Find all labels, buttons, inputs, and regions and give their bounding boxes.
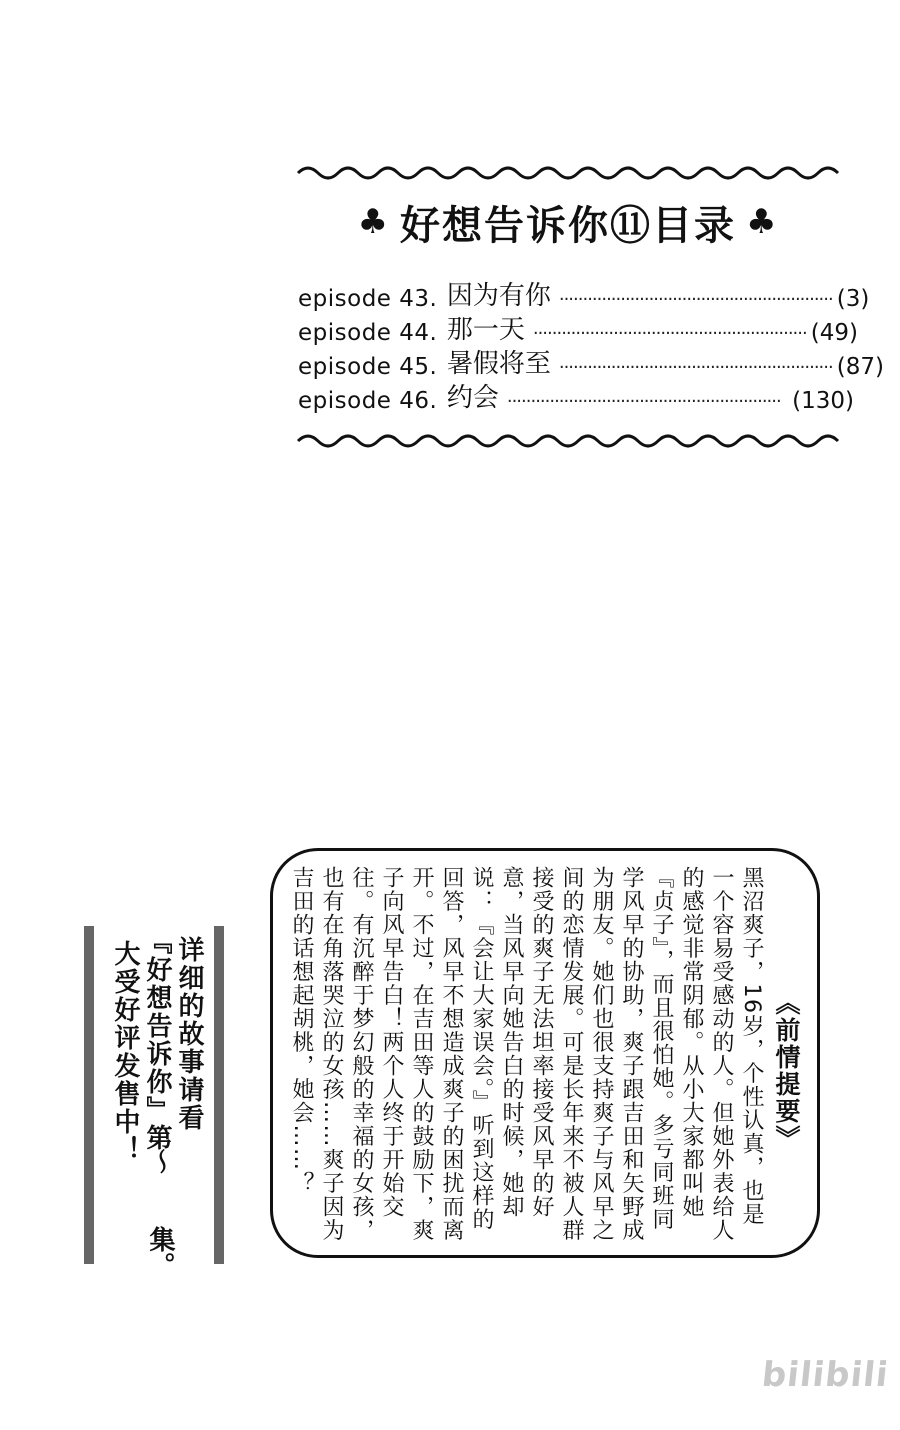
- club-icon: ♣: [746, 202, 779, 242]
- toc-entry-title: 约会: [446, 383, 499, 413]
- toc-separator: .: [429, 320, 437, 346]
- promo-line-1: 详细的故事请看: [174, 936, 204, 1132]
- toc-separator: .: [429, 354, 437, 380]
- toc-separator: .: [429, 286, 437, 312]
- toc-page: (3): [836, 286, 870, 312]
- toc-entry-title: 暑假将至: [446, 349, 551, 379]
- toc-entry: [298, 346, 884, 380]
- toc-entry: [298, 312, 858, 346]
- promo-line-2-end: 集。: [145, 1226, 175, 1278]
- promo-line-2-tilde: ～: [145, 1148, 175, 1174]
- toc-episode: episode 43: [298, 286, 430, 312]
- toc-leader-dots: ··························································: [558, 289, 833, 310]
- toc-entry: [298, 278, 870, 312]
- summary-text: 黑沼爽子，16岁，个性认真，也是一个容易受感动的人。但她外表给人的感觉非常阴郁。从小大家都叫她『贞子』，而且很怕她。多亏同班同学风早的协助，爽子跟吉田和矢野成为朋友。她们也很支持爽子与风早之间的恋情发展。可是长年来不被人群接受的爽子无法坦率接受风早的好意，当风早向她告白的时候，她却说：『会让大家误会。』听到这样的回答，风早不想造成爽子的困扰而离开。不过，在吉田等人的鼓励下，爽子向风早告白！两个人终于开始交往。有沉醉于梦幻般的幸福的女孩，也有在角落哭泣的女孩……爽子因为吉田的话想起胡桃，她会……？: [289, 866, 764, 1242]
- toc-separator: .: [429, 388, 437, 414]
- toc-leader-dots: ··························································: [558, 357, 833, 378]
- wavy-divider-bottom: [298, 430, 838, 452]
- toc-page: (49): [810, 320, 858, 346]
- summary-heading: 《前情提要》: [772, 990, 801, 1152]
- wavy-divider-top: [298, 162, 838, 184]
- toc-entry: [298, 380, 854, 414]
- toc-leader-dots: ··························································: [506, 391, 781, 412]
- toc-entry-title: 因为有你: [446, 281, 551, 311]
- toc-page: (87): [836, 354, 884, 380]
- toc-entry-title: 那一天: [446, 315, 525, 345]
- toc-episode: episode 45: [298, 354, 430, 380]
- promo-bar-left: [84, 926, 94, 1264]
- bilibili-watermark-logo: bilibili: [759, 1355, 891, 1395]
- toc-episode: episode 44: [298, 320, 430, 346]
- promo-line-2: 『好想告诉你』第: [142, 928, 172, 1152]
- toc-page: (130): [792, 388, 854, 414]
- club-icon: ♣: [357, 202, 390, 242]
- toc-leader-dots: ··························································: [532, 323, 807, 344]
- toc-episode: episode 46: [298, 388, 430, 414]
- toc-list: [298, 278, 884, 414]
- toc-title: [298, 196, 838, 248]
- promo-line-3: 大受好评发售中！: [110, 940, 140, 1164]
- promo-bar-right: [214, 926, 224, 1264]
- toc-title-text: 好想告诉你⑪目录: [400, 202, 736, 249]
